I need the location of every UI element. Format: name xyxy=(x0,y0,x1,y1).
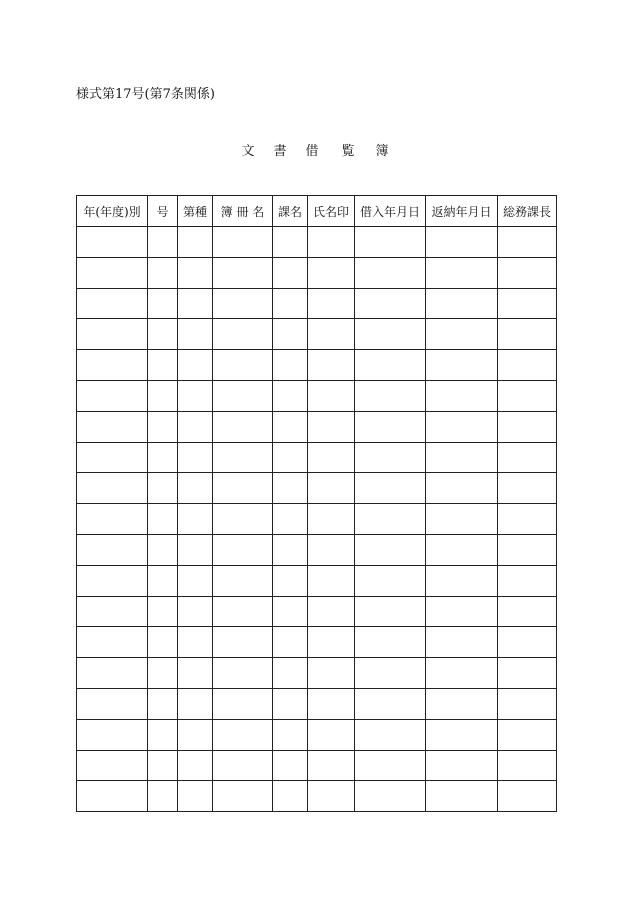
table-cell[interactable] xyxy=(77,227,148,258)
table-cell[interactable] xyxy=(148,688,178,719)
table-cell[interactable] xyxy=(213,411,273,442)
table-cell[interactable] xyxy=(426,627,498,658)
table-cell[interactable] xyxy=(498,257,557,288)
table-cell[interactable] xyxy=(273,565,308,596)
title-char: 簿 xyxy=(375,144,389,159)
table-cell[interactable] xyxy=(77,750,148,781)
table-cell[interactable] xyxy=(308,658,355,689)
table-row xyxy=(77,627,557,658)
table-cell[interactable] xyxy=(498,227,557,258)
table-row xyxy=(77,257,557,288)
table-row xyxy=(77,442,557,473)
table-cell[interactable] xyxy=(77,380,148,411)
table-cell[interactable] xyxy=(178,411,213,442)
table-cell[interactable] xyxy=(308,750,355,781)
table-cell[interactable] xyxy=(498,719,557,750)
table-cell[interactable] xyxy=(308,627,355,658)
table-row xyxy=(77,411,557,442)
table-cell[interactable] xyxy=(213,319,273,350)
table-cell[interactable] xyxy=(148,411,178,442)
table-cell[interactable] xyxy=(77,596,148,627)
table-cell[interactable] xyxy=(148,319,178,350)
table-cell[interactable] xyxy=(355,442,426,473)
table-row xyxy=(77,750,557,781)
table-cell[interactable] xyxy=(498,411,557,442)
table-cell[interactable] xyxy=(148,442,178,473)
title-char: 書 xyxy=(273,144,287,159)
table-header-row xyxy=(77,196,557,227)
table-cell[interactable] xyxy=(355,534,426,565)
table-cell[interactable] xyxy=(148,288,178,319)
table-cell[interactable] xyxy=(148,350,178,381)
table-cell[interactable] xyxy=(213,288,273,319)
table-cell[interactable] xyxy=(273,627,308,658)
table-cell[interactable] xyxy=(273,288,308,319)
table-cell[interactable] xyxy=(178,688,213,719)
table-cell[interactable] xyxy=(426,257,498,288)
table-cell[interactable] xyxy=(77,288,148,319)
table-cell[interactable] xyxy=(498,750,557,781)
table-cell[interactable] xyxy=(426,350,498,381)
table-cell[interactable] xyxy=(355,627,426,658)
table-cell[interactable] xyxy=(213,781,273,812)
table-cell[interactable] xyxy=(355,719,426,750)
table-cell[interactable] xyxy=(178,442,213,473)
table-cell[interactable] xyxy=(498,380,557,411)
table-cell[interactable] xyxy=(273,534,308,565)
table-cell[interactable] xyxy=(498,473,557,504)
table-cell[interactable] xyxy=(426,534,498,565)
table-cell[interactable] xyxy=(148,596,178,627)
column-header-number: 号 xyxy=(148,196,178,227)
table-cell[interactable] xyxy=(213,350,273,381)
table-cell[interactable] xyxy=(426,688,498,719)
table-cell[interactable] xyxy=(498,534,557,565)
table-cell[interactable] xyxy=(355,350,426,381)
table-cell[interactable] xyxy=(426,227,498,258)
table-cell[interactable] xyxy=(148,750,178,781)
table-cell[interactable] xyxy=(178,504,213,535)
table-cell[interactable] xyxy=(355,750,426,781)
title-char: 覧 xyxy=(341,144,355,159)
table-cell[interactable] xyxy=(498,288,557,319)
table-row xyxy=(77,596,557,627)
table-row xyxy=(77,534,557,565)
table-cell[interactable] xyxy=(273,781,308,812)
table-cell[interactable] xyxy=(355,781,426,812)
column-header-volume-name: 簿 冊 名 xyxy=(213,196,273,227)
table-cell[interactable] xyxy=(355,227,426,258)
table-cell[interactable] xyxy=(273,257,308,288)
table-cell[interactable] xyxy=(77,257,148,288)
table-cell[interactable] xyxy=(273,658,308,689)
column-header-borrow-date: 借入年月日 xyxy=(355,196,426,227)
table-cell[interactable] xyxy=(178,750,213,781)
table-cell[interactable] xyxy=(213,719,273,750)
table-cell[interactable] xyxy=(308,411,355,442)
document-title xyxy=(240,140,400,158)
table-row xyxy=(77,319,557,350)
table-cell[interactable] xyxy=(77,627,148,658)
table-cell[interactable] xyxy=(355,473,426,504)
table-cell[interactable] xyxy=(178,596,213,627)
table-cell[interactable] xyxy=(308,688,355,719)
table-cell[interactable] xyxy=(498,442,557,473)
table-cell[interactable] xyxy=(426,658,498,689)
table-cell[interactable] xyxy=(498,627,557,658)
table-cell[interactable] xyxy=(498,565,557,596)
table-cell[interactable] xyxy=(178,227,213,258)
table-cell[interactable] xyxy=(77,442,148,473)
table-cell[interactable] xyxy=(148,565,178,596)
table-row xyxy=(77,719,557,750)
table-cell[interactable] xyxy=(178,781,213,812)
column-header-section: 課名 xyxy=(273,196,308,227)
table-row xyxy=(77,565,557,596)
column-header-general-affairs-chief: 総務課長 xyxy=(498,196,557,227)
table-cell[interactable] xyxy=(426,750,498,781)
table-cell[interactable] xyxy=(355,319,426,350)
table-cell[interactable] xyxy=(355,288,426,319)
table-row xyxy=(77,504,557,535)
table-cell[interactable] xyxy=(498,596,557,627)
table-cell[interactable] xyxy=(178,534,213,565)
column-header-class: 第種 xyxy=(178,196,213,227)
table-cell[interactable] xyxy=(77,534,148,565)
table-cell[interactable] xyxy=(213,534,273,565)
table-cell[interactable] xyxy=(273,473,308,504)
table-cell[interactable] xyxy=(308,227,355,258)
table-cell[interactable] xyxy=(77,781,148,812)
table-cell[interactable] xyxy=(213,627,273,658)
table-cell[interactable] xyxy=(148,257,178,288)
table-cell[interactable] xyxy=(308,319,355,350)
table-cell[interactable] xyxy=(308,565,355,596)
table-cell[interactable] xyxy=(213,750,273,781)
table-cell[interactable] xyxy=(213,565,273,596)
table-cell[interactable] xyxy=(426,380,498,411)
table-cell[interactable] xyxy=(426,781,498,812)
table-cell[interactable] xyxy=(308,534,355,565)
table-cell[interactable] xyxy=(355,658,426,689)
table-cell[interactable] xyxy=(355,688,426,719)
table-cell[interactable] xyxy=(178,473,213,504)
table-cell[interactable] xyxy=(355,411,426,442)
table-cell[interactable] xyxy=(178,627,213,658)
table-row xyxy=(77,380,557,411)
table-cell[interactable] xyxy=(308,442,355,473)
table-cell[interactable] xyxy=(498,319,557,350)
table-cell[interactable] xyxy=(273,319,308,350)
table-cell[interactable] xyxy=(148,534,178,565)
title-char: 借 xyxy=(305,144,319,159)
table-cell[interactable] xyxy=(426,473,498,504)
table-cell[interactable] xyxy=(178,380,213,411)
table-cell[interactable] xyxy=(178,565,213,596)
table-cell[interactable] xyxy=(308,350,355,381)
table-cell[interactable] xyxy=(213,473,273,504)
table-cell[interactable] xyxy=(148,719,178,750)
table-cell[interactable] xyxy=(355,596,426,627)
table-cell[interactable] xyxy=(355,380,426,411)
table-cell[interactable] xyxy=(213,257,273,288)
table-cell[interactable] xyxy=(426,504,498,535)
table-cell[interactable] xyxy=(308,380,355,411)
table-cell[interactable] xyxy=(213,596,273,627)
table-body xyxy=(77,227,557,812)
table-cell[interactable] xyxy=(148,627,178,658)
title-char: 文 xyxy=(241,144,255,159)
table-cell[interactable] xyxy=(308,504,355,535)
form-number: 様式第17号(第7条関係) xyxy=(76,87,215,102)
table-row xyxy=(77,350,557,381)
table-cell[interactable] xyxy=(426,288,498,319)
table-cell[interactable] xyxy=(213,442,273,473)
lending-ledger-table xyxy=(76,195,557,812)
table-row xyxy=(77,288,557,319)
table-cell[interactable] xyxy=(273,411,308,442)
table-cell[interactable] xyxy=(273,504,308,535)
table-cell[interactable] xyxy=(426,565,498,596)
table-cell[interactable] xyxy=(77,565,148,596)
table-row xyxy=(77,658,557,689)
table-cell[interactable] xyxy=(308,596,355,627)
table-cell[interactable] xyxy=(178,658,213,689)
table-cell[interactable] xyxy=(77,719,148,750)
table-cell[interactable] xyxy=(498,350,557,381)
table-cell[interactable] xyxy=(178,257,213,288)
table-cell[interactable] xyxy=(178,719,213,750)
table-cell[interactable] xyxy=(273,750,308,781)
table-cell[interactable] xyxy=(498,781,557,812)
table-cell[interactable] xyxy=(148,781,178,812)
table-cell[interactable] xyxy=(77,411,148,442)
table-cell[interactable] xyxy=(273,688,308,719)
table-cell[interactable] xyxy=(148,504,178,535)
table-cell[interactable] xyxy=(308,781,355,812)
table-cell[interactable] xyxy=(77,473,148,504)
table-cell[interactable] xyxy=(498,658,557,689)
table-cell[interactable] xyxy=(355,504,426,535)
table-cell[interactable] xyxy=(308,257,355,288)
table-cell[interactable] xyxy=(308,288,355,319)
table-row xyxy=(77,473,557,504)
table-cell[interactable] xyxy=(213,688,273,719)
table-row xyxy=(77,781,557,812)
column-header-name-seal: 氏名印 xyxy=(308,196,355,227)
table-cell[interactable] xyxy=(273,442,308,473)
column-header-year: 年(年度)別 xyxy=(77,196,148,227)
table-cell[interactable] xyxy=(273,350,308,381)
table-cell[interactable] xyxy=(498,688,557,719)
table-cell[interactable] xyxy=(77,504,148,535)
table-cell[interactable] xyxy=(273,380,308,411)
table-cell[interactable] xyxy=(178,319,213,350)
table-cell[interactable] xyxy=(498,504,557,535)
table-cell[interactable] xyxy=(308,473,355,504)
table-cell[interactable] xyxy=(426,319,498,350)
table-cell[interactable] xyxy=(273,596,308,627)
column-header-return-date: 返納年月日 xyxy=(426,196,498,227)
table-cell[interactable] xyxy=(148,473,178,504)
table-cell[interactable] xyxy=(178,350,213,381)
table-cell[interactable] xyxy=(426,596,498,627)
table-cell[interactable] xyxy=(77,350,148,381)
table-cell[interactable] xyxy=(213,227,273,258)
table-row xyxy=(77,688,557,719)
table-cell[interactable] xyxy=(426,411,498,442)
table-cell[interactable] xyxy=(77,688,148,719)
table-cell[interactable] xyxy=(308,719,355,750)
table-cell[interactable] xyxy=(213,380,273,411)
table-cell[interactable] xyxy=(355,257,426,288)
table-row xyxy=(77,227,557,258)
table-cell[interactable] xyxy=(148,380,178,411)
table-cell[interactable] xyxy=(273,719,308,750)
table-cell[interactable] xyxy=(355,565,426,596)
table-cell[interactable] xyxy=(273,227,308,258)
table-cell[interactable] xyxy=(178,288,213,319)
table-cell[interactable] xyxy=(77,658,148,689)
table-cell[interactable] xyxy=(426,442,498,473)
table-cell[interactable] xyxy=(148,658,178,689)
table-cell[interactable] xyxy=(213,504,273,535)
table-cell[interactable] xyxy=(148,227,178,258)
table-cell[interactable] xyxy=(426,719,498,750)
table-cell[interactable] xyxy=(77,319,148,350)
table-cell[interactable] xyxy=(213,658,273,689)
